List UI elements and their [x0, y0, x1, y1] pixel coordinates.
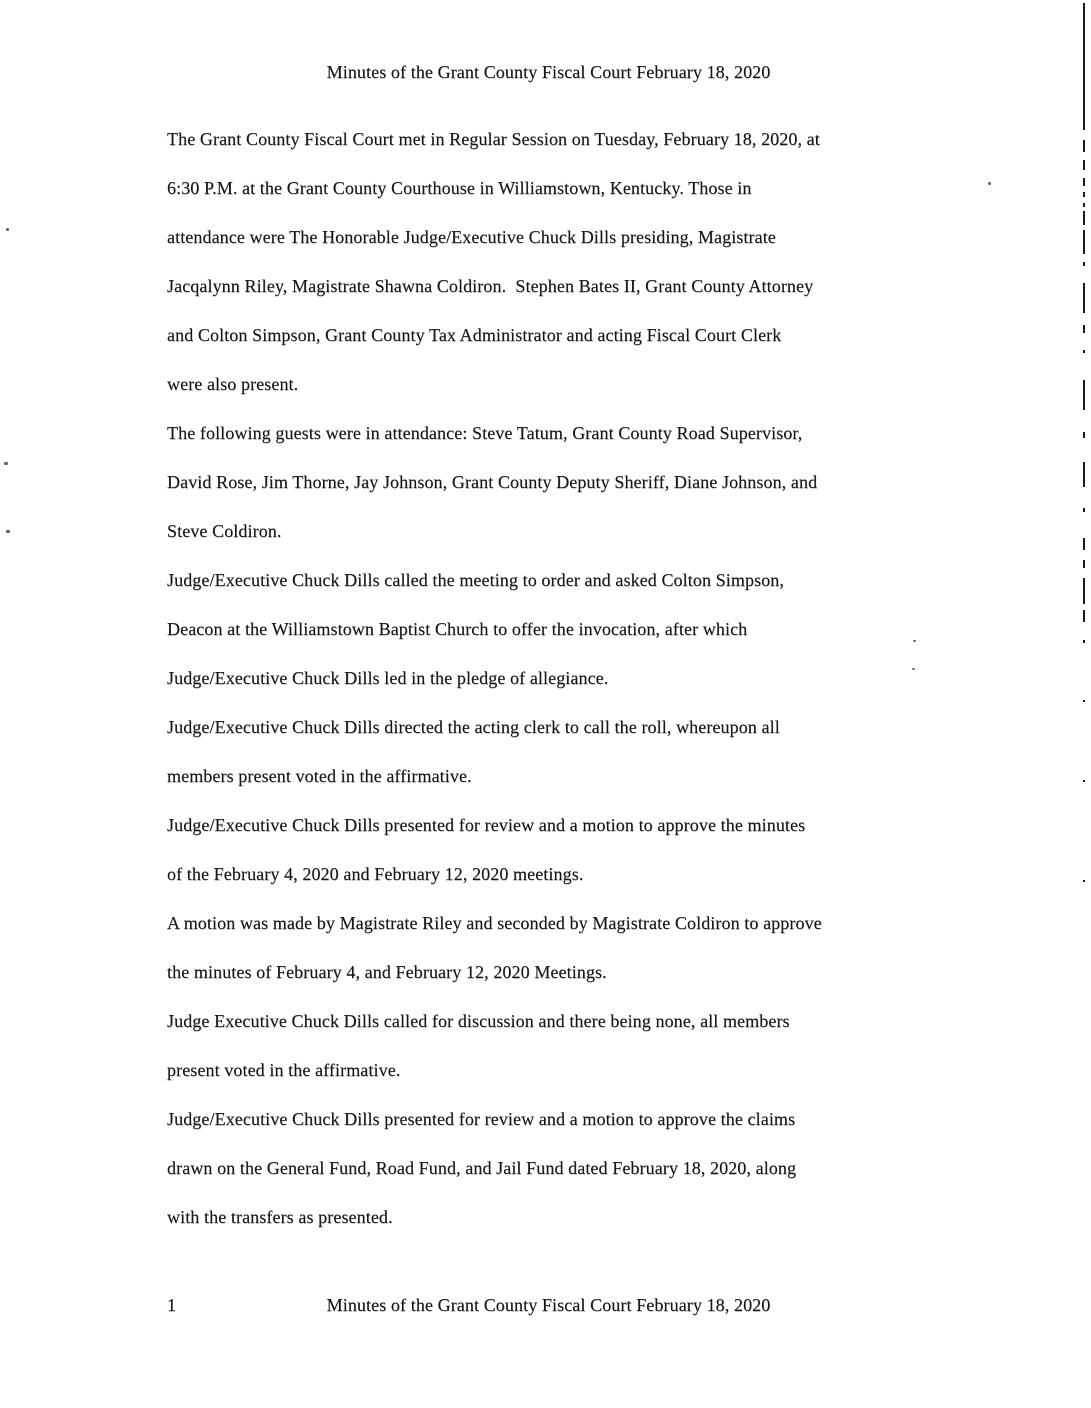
body-line: were also present. — [167, 374, 299, 394]
body-line: and Colton Simpson, Grant County Tax Administrator and acting Fiscal Court Clerk — [167, 325, 782, 345]
body-line: Judge Executive Chuck Dills called for discussion and there being none, all members — [167, 1011, 790, 1031]
body-line: A motion was made by Magistrate Riley and seconded by Magistrate Coldiron to approve — [167, 913, 822, 933]
body-line: of the February 4, 2020 and February 12, 2020 meetings. — [167, 864, 584, 884]
body-line: with the transfers as presented. — [167, 1207, 393, 1227]
body-line: David Rose, Jim Thorne, Jay Johnson, Grant County Deputy Sheriff, Diane Johnson, and — [167, 472, 818, 492]
document-body — [167, 115, 971, 1242]
body-line: drawn on the General Fund, Road Fund, and Jail Fund dated February 18, 2020, along — [167, 1158, 797, 1178]
body-line: Jacqalynn Riley, Magistrate Shawna Coldiron. Stephen Bates II, Grant County Attorney — [167, 276, 814, 296]
body-line: Judge/Executive Chuck Dills called the meeting to order and asked Colton Simpson, — [167, 570, 784, 590]
body-line: Judge/Executive Chuck Dills led in the pledge of allegiance. — [167, 668, 609, 688]
body-line: 6:30 P.M. at the Grant County Courthouse in Williamstown, Kentucky. Those in — [167, 178, 752, 198]
page-footer — [167, 1281, 930, 1330]
body-line: the minutes of February 4, and February 12, 2020 Meetings. — [167, 962, 607, 982]
body-line: Steve Coldiron. — [167, 521, 282, 541]
body-line: present voted in the affirmative. — [167, 1060, 401, 1080]
body-line: attendance were The Honorable Judge/Executive Chuck Dills presiding, Magistrate — [167, 227, 776, 247]
footer-title: Minutes of the Grant County Fiscal Court February 18, 2020 — [326, 1295, 771, 1315]
body-line: Judge/Executive Chuck Dills presented for review and a motion to approve the minutes — [167, 815, 806, 835]
body-line: members present voted in the affirmative. — [167, 766, 472, 786]
footer-page-number: 1 — [167, 1295, 177, 1315]
page-title: Minutes of the Grant County Fiscal Court February 18, 2020 — [326, 62, 771, 82]
body-line: The following guests were in attendance: Steve Tatum, Grant County Road Supervisor, — [167, 423, 803, 443]
body-line: The Grant County Fiscal Court met in Regular Session on Tuesday, February 18, 2020, at — [167, 129, 820, 149]
body-line: Deacon at the Williamstown Baptist Church to offer the invocation, after which — [167, 619, 748, 639]
body-line: Judge/Executive Chuck Dills presented for review and a motion to approve the claims — [167, 1109, 796, 1129]
body-line: Judge/Executive Chuck Dills directed the acting clerk to call the roll, whereupon all — [167, 717, 780, 737]
